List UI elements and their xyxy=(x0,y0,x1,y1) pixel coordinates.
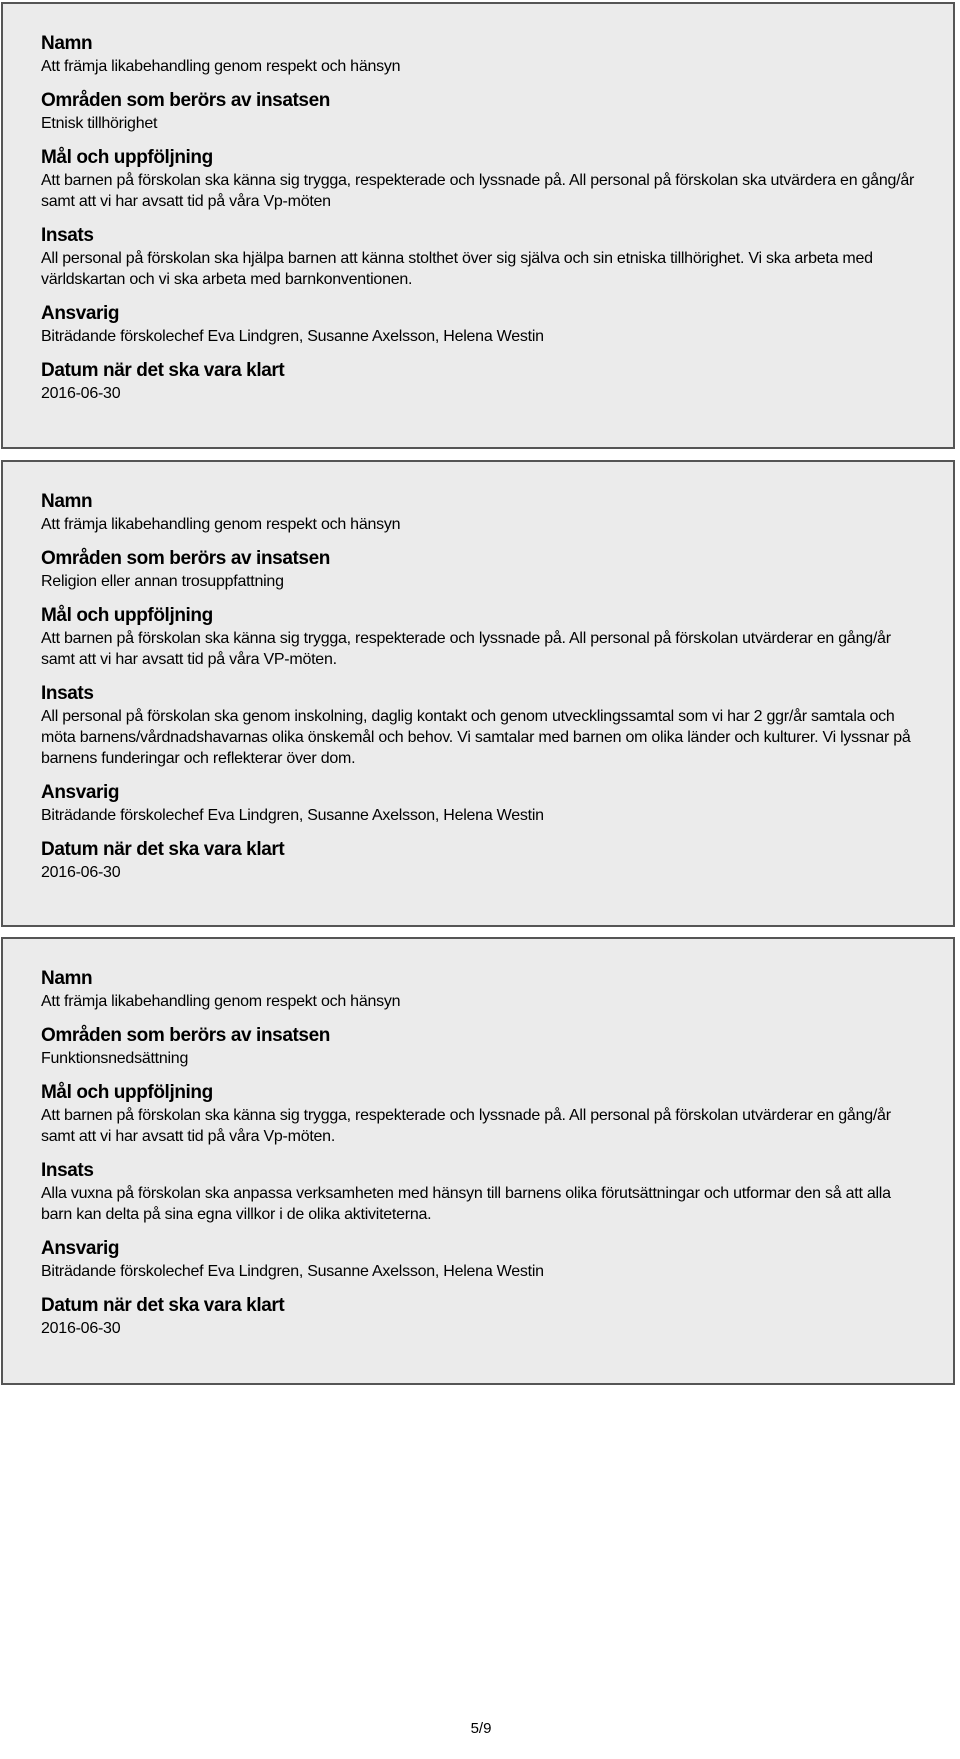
omraden-label: Områden som berörs av insatsen xyxy=(41,90,330,111)
datum-value: 2016-06-30 xyxy=(41,385,121,402)
ansvarig-label: Ansvarig xyxy=(41,782,120,803)
namn-label: Namn xyxy=(41,33,93,54)
namn-value: Att främja likabehandling genom respekt och hänsyn xyxy=(41,516,401,533)
datum-value: 2016-06-30 xyxy=(41,864,121,881)
omraden-label: Områden som berörs av insatsen xyxy=(41,1025,330,1046)
namn-value: Att främja likabehandling genom respekt och hänsyn xyxy=(41,993,401,1010)
insats-value: All personal på förskolan ska genom inskolning, daglig kontakt och genom utvecklingssamtal som vi har 2 ggr/år samtala och möta barnens/vårdnadshavarnas olika önskemål och behov. Vi samtalar med barnen om olika länder och kulturer. Vi lyssnar på barnens funderingar och reflekterar över dom. xyxy=(41,708,911,767)
mal-label: Mål och uppföljning xyxy=(41,1082,213,1103)
mal-value: Att barnen på förskolan ska känna sig trygga, respekterade och lyssnade på. All personal på förskolan utvärderar en gång/år samt att vi har avsatt tid på våra VP-möten. xyxy=(41,630,891,668)
datum-label: Datum när det ska vara klart xyxy=(41,1295,285,1316)
namn-value: Att främja likabehandling genom respekt och hänsyn xyxy=(41,58,401,75)
datum-label: Datum när det ska vara klart xyxy=(41,360,285,381)
insats-value: All personal på förskolan ska hjälpa barnen att känna stolthet över sig själva och sin etniska tillhörighet. Vi ska arbeta med världskartan och vi ska arbeta med barnkonventionen. xyxy=(41,250,873,288)
ansvarig-label: Ansvarig xyxy=(41,303,120,324)
insats-value: Alla vuxna på förskolan ska anpassa verksamheten med hänsyn till barnens olika förutsättningar och utformar den så att alla barn kan delta på sina egna villkor i de olika aktiviteterna. xyxy=(41,1185,891,1223)
datum-value: 2016-06-30 xyxy=(41,1320,121,1337)
mal-label: Mål och uppföljning xyxy=(41,605,213,626)
insats-label: Insats xyxy=(41,683,94,704)
measure-card-religion xyxy=(1,460,955,927)
mal-value: Att barnen på förskolan ska känna sig trygga, respekterade och lyssnade på. All personal på förskolan ska utvärdera en gång/år samt att vi har avsatt tid på våra Vp-möten xyxy=(41,172,915,210)
ansvarig-value: Biträdande förskolechef Eva Lindgren, Susanne Axelsson, Helena Westin xyxy=(41,328,544,345)
omraden-value: Funktionsnedsättning xyxy=(41,1050,189,1067)
measure-card-funktionsnedsattning xyxy=(1,937,955,1385)
mal-label: Mål och uppföljning xyxy=(41,147,213,168)
namn-label: Namn xyxy=(41,968,93,989)
insats-label: Insats xyxy=(41,225,94,246)
namn-label: Namn xyxy=(41,491,93,512)
ansvarig-value: Biträdande förskolechef Eva Lindgren, Susanne Axelsson, Helena Westin xyxy=(41,1263,544,1280)
ansvarig-value: Biträdande förskolechef Eva Lindgren, Susanne Axelsson, Helena Westin xyxy=(41,807,544,824)
omraden-value: Religion eller annan trosuppfattning xyxy=(41,573,284,590)
measure-card-etnisk xyxy=(1,2,955,449)
mal-value: Att barnen på förskolan ska känna sig trygga, respekterade och lyssnade på. All personal på förskolan utvärderar en gång/år samt att vi har avsatt tid på våra Vp-möten. xyxy=(41,1107,891,1145)
omraden-value: Etnisk tillhörighet xyxy=(41,115,158,132)
insats-label: Insats xyxy=(41,1160,94,1181)
page-number: 5/9 xyxy=(470,1720,492,1737)
ansvarig-label: Ansvarig xyxy=(41,1238,120,1259)
datum-label: Datum när det ska vara klart xyxy=(41,839,285,860)
omraden-label: Områden som berörs av insatsen xyxy=(41,548,330,569)
